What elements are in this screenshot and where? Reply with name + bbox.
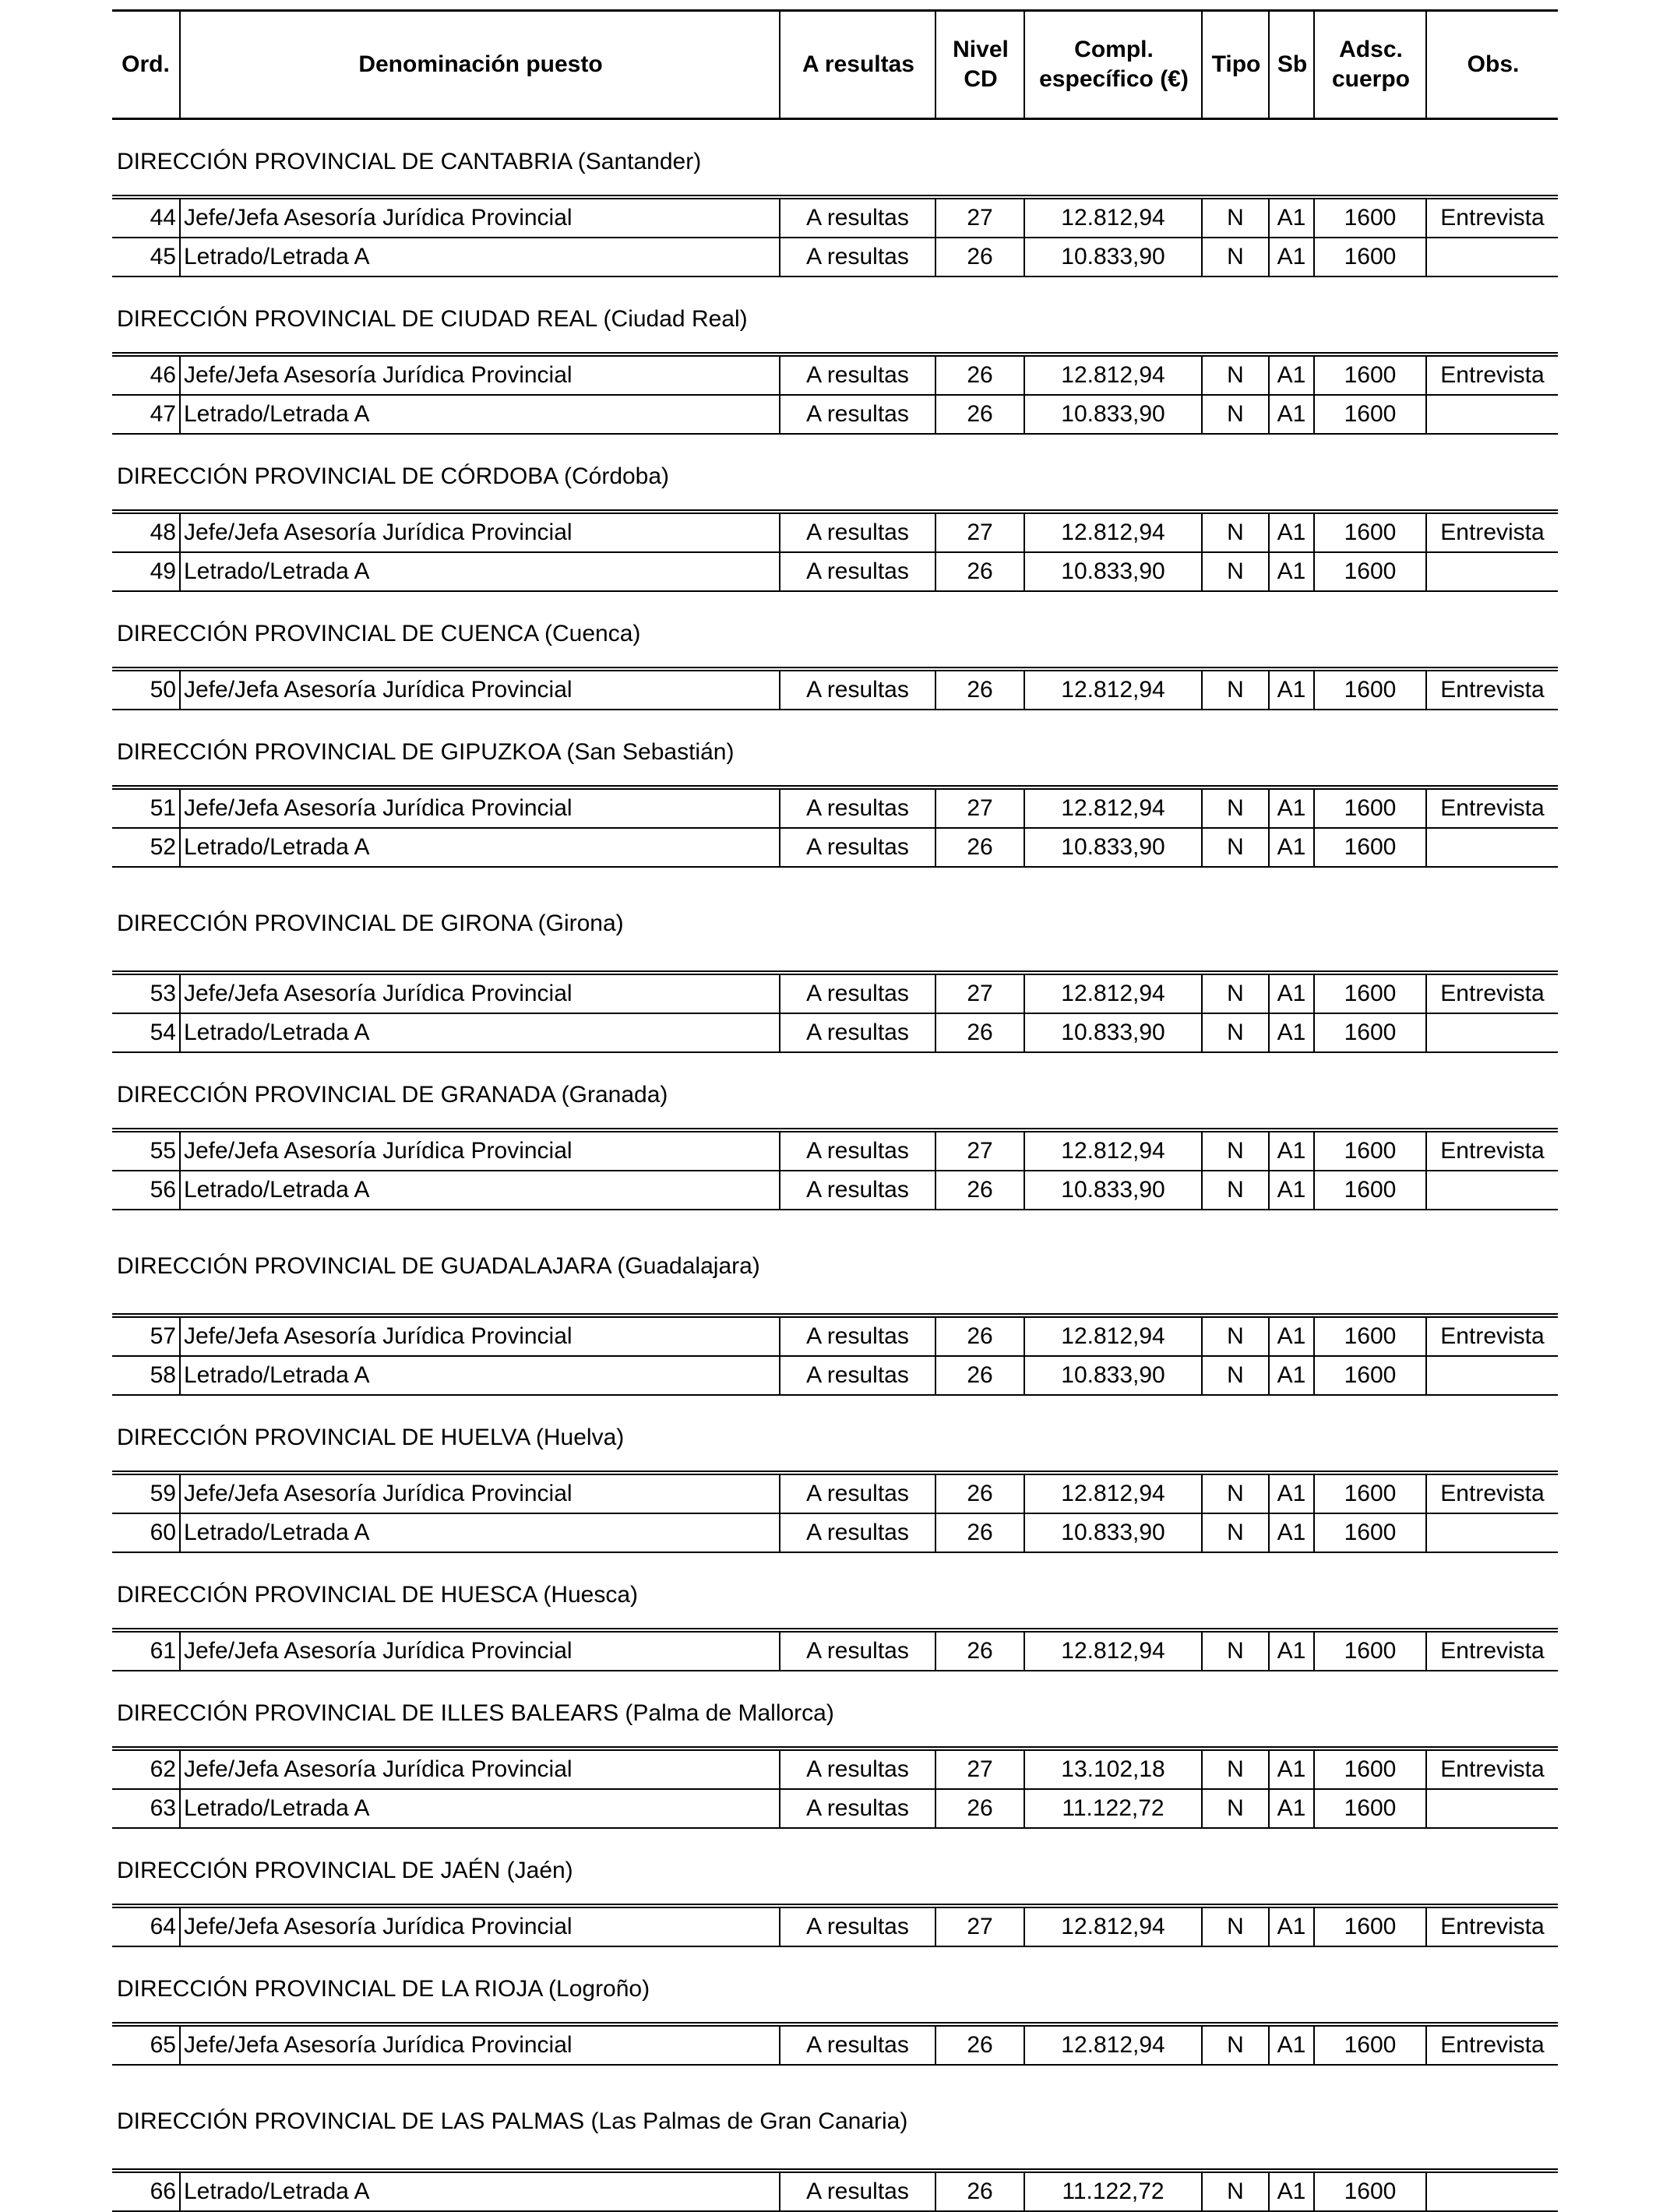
cell-a-resultas: A resultas bbox=[779, 2027, 935, 2064]
cell-ord: 64 bbox=[150, 1914, 176, 1939]
table-row bbox=[112, 198, 1558, 238]
cell-sb: A1 bbox=[1268, 1790, 1313, 1827]
cell-adsc-cuerpo: 1600 bbox=[1313, 975, 1425, 1013]
cell-denominacion: Jefe/Jefa Asesoría Jurídica Provincial bbox=[179, 1908, 779, 1946]
cell-compl-especifico: 12.812,94 bbox=[1024, 1475, 1201, 1513]
cell-a-resultas: A resultas bbox=[779, 357, 935, 394]
cell-adsc-cuerpo: 1600 bbox=[1313, 1171, 1425, 1209]
cell-a-resultas: A resultas bbox=[779, 199, 935, 237]
cell-nivel-cd: 26 bbox=[935, 1014, 1024, 1051]
cell-a-resultas: A resultas bbox=[779, 1633, 935, 1670]
table-row bbox=[112, 1474, 1558, 1514]
cell-compl-especifico: 12.812,94 bbox=[1024, 357, 1201, 394]
cell-obs: Entrevista bbox=[1425, 1132, 1558, 1170]
cell-obs: Entrevista bbox=[1425, 671, 1558, 709]
cell-sb: A1 bbox=[1268, 396, 1313, 433]
cell-adsc-cuerpo: 1600 bbox=[1313, 1633, 1425, 1670]
province-section bbox=[112, 877, 1558, 1053]
cell-nivel-cd: 26 bbox=[935, 1171, 1024, 1209]
cell-ord: 48 bbox=[150, 520, 176, 545]
cell-denominacion: Jefe/Jefa Asesoría Jurídica Provincial bbox=[179, 514, 779, 551]
cell-adsc-cuerpo: 1600 bbox=[1313, 514, 1425, 551]
cell-tipo: N bbox=[1201, 1357, 1268, 1394]
cell-obs: Entrevista bbox=[1425, 2027, 1558, 2064]
cell-denominacion: Jefe/Jefa Asesoría Jurídica Provincial bbox=[179, 1633, 779, 1670]
positions-table bbox=[112, 9, 1558, 2212]
province-title: DIRECCIÓN PROVINCIAL DE GIPUZKOA (San Sebastián) bbox=[112, 720, 1558, 787]
cell-nivel-cd: 26 bbox=[935, 1790, 1024, 1827]
cell-ord: 55 bbox=[150, 1138, 176, 1164]
cell-adsc-cuerpo: 1600 bbox=[1313, 2027, 1425, 2064]
cell-ord: 49 bbox=[150, 558, 176, 584]
province-section bbox=[112, 1562, 1558, 1671]
cell-a-resultas: A resultas bbox=[779, 1475, 935, 1513]
table-row bbox=[112, 1316, 1558, 1357]
province-title: DIRECCIÓN PROVINCIAL DE CÓRDOBA (Córdoba) bbox=[112, 444, 1558, 511]
cell-compl-especifico: 10.833,90 bbox=[1024, 553, 1201, 590]
cell-denominacion: Jefe/Jefa Asesoría Jurídica Provincial bbox=[179, 2027, 779, 2064]
cell-ord: 44 bbox=[150, 205, 176, 231]
header-obs: Obs. bbox=[1425, 12, 1559, 118]
cell-adsc-cuerpo: 1600 bbox=[1313, 829, 1425, 866]
cell-compl-especifico: 10.833,90 bbox=[1024, 1357, 1201, 1394]
cell-sb: A1 bbox=[1268, 514, 1313, 551]
header-ord: Ord. bbox=[122, 51, 170, 77]
cell-a-resultas: A resultas bbox=[779, 1132, 935, 1170]
cell-denominacion: Letrado/Letrada A bbox=[179, 1790, 779, 1827]
province-section bbox=[112, 1838, 1558, 1947]
table-row bbox=[112, 1790, 1558, 1829]
cell-tipo: N bbox=[1201, 357, 1268, 394]
cell-tipo: N bbox=[1201, 1014, 1268, 1051]
cell-ord: 59 bbox=[150, 1481, 176, 1506]
province-section bbox=[112, 720, 1558, 868]
cell-ord: 50 bbox=[150, 677, 176, 703]
cell-sb: A1 bbox=[1268, 1171, 1313, 1209]
cell-tipo: N bbox=[1201, 1514, 1268, 1552]
cell-denominacion: Letrado/Letrada A bbox=[179, 2173, 779, 2210]
cell-a-resultas: A resultas bbox=[779, 514, 935, 551]
table-row bbox=[112, 355, 1558, 396]
cell-sb: A1 bbox=[1268, 1318, 1313, 1355]
cell-nivel-cd: 26 bbox=[935, 1514, 1024, 1552]
cell-compl-especifico: 12.812,94 bbox=[1024, 1633, 1201, 1670]
cell-a-resultas: A resultas bbox=[779, 829, 935, 866]
cell-ord: 62 bbox=[150, 1756, 176, 1782]
province-title: DIRECCIÓN PROVINCIAL DE ILLES BALEARS (Palma de Mallorca) bbox=[112, 1681, 1558, 1748]
header-compl-especifico: Compl. específico (€) bbox=[1024, 12, 1203, 118]
cell-a-resultas: A resultas bbox=[779, 553, 935, 590]
cell-a-resultas: A resultas bbox=[779, 238, 935, 276]
table-row bbox=[112, 788, 1558, 829]
table-row bbox=[112, 1749, 1558, 1790]
cell-a-resultas: A resultas bbox=[779, 396, 935, 433]
province-section bbox=[112, 287, 1558, 435]
cell-obs: Entrevista bbox=[1425, 1318, 1558, 1355]
province-section bbox=[112, 129, 1558, 277]
cell-compl-especifico: 12.812,94 bbox=[1024, 671, 1201, 709]
cell-nivel-cd: 26 bbox=[935, 671, 1024, 709]
cell-sb: A1 bbox=[1268, 1014, 1313, 1051]
cell-tipo: N bbox=[1201, 396, 1268, 433]
cell-compl-especifico: 13.102,18 bbox=[1024, 1751, 1201, 1788]
cell-nivel-cd: 27 bbox=[935, 514, 1024, 551]
cell-nivel-cd: 27 bbox=[935, 1132, 1024, 1170]
cell-ord: 65 bbox=[150, 2032, 176, 2058]
cell-sb: A1 bbox=[1268, 2027, 1313, 2064]
cell-tipo: N bbox=[1201, 238, 1268, 276]
cell-obs bbox=[1425, 553, 1558, 590]
cell-ord: 58 bbox=[150, 1362, 176, 1388]
province-section bbox=[112, 1681, 1558, 1829]
cell-tipo: N bbox=[1201, 2173, 1268, 2210]
header-denominacion: Denominación puesto bbox=[179, 12, 780, 118]
cell-tipo: N bbox=[1201, 1171, 1268, 1209]
province-section bbox=[112, 1220, 1558, 1396]
cell-obs: Entrevista bbox=[1425, 1751, 1558, 1788]
cell-compl-especifico: 12.812,94 bbox=[1024, 1318, 1201, 1355]
province-title: DIRECCIÓN PROVINCIAL DE GRANADA (Granada) bbox=[112, 1062, 1558, 1129]
cell-sb: A1 bbox=[1268, 1514, 1313, 1552]
table-row bbox=[112, 1631, 1558, 1671]
header-tipo: Tipo bbox=[1201, 12, 1270, 118]
cell-nivel-cd: 27 bbox=[935, 975, 1024, 1013]
header-sb: Sb bbox=[1268, 12, 1315, 118]
cell-sb: A1 bbox=[1268, 199, 1313, 237]
cell-tipo: N bbox=[1201, 199, 1268, 237]
cell-obs bbox=[1425, 1357, 1558, 1394]
cell-obs bbox=[1425, 1790, 1558, 1827]
cell-adsc-cuerpo: 1600 bbox=[1313, 790, 1425, 827]
table-row bbox=[112, 1171, 1558, 1210]
cell-a-resultas: A resultas bbox=[779, 1357, 935, 1394]
table-row bbox=[112, 512, 1558, 553]
cell-a-resultas: A resultas bbox=[779, 1514, 935, 1552]
cell-ord: 66 bbox=[150, 2179, 176, 2204]
cell-ord: 57 bbox=[150, 1323, 176, 1349]
cell-ord: 60 bbox=[150, 1520, 176, 1545]
cell-tipo: N bbox=[1201, 514, 1268, 551]
cell-nivel-cd: 26 bbox=[935, 238, 1024, 276]
cell-adsc-cuerpo: 1600 bbox=[1313, 1357, 1425, 1394]
cell-adsc-cuerpo: 1600 bbox=[1313, 1132, 1425, 1170]
cell-tipo: N bbox=[1201, 1751, 1268, 1788]
cell-compl-especifico: 12.812,94 bbox=[1024, 1908, 1201, 1946]
cell-nivel-cd: 27 bbox=[935, 1908, 1024, 1946]
province-title: DIRECCIÓN PROVINCIAL DE CIUDAD REAL (Ciudad Real) bbox=[112, 287, 1558, 354]
cell-nivel-cd: 26 bbox=[935, 2173, 1024, 2210]
table-row bbox=[112, 1014, 1558, 1053]
cell-nivel-cd: 27 bbox=[935, 199, 1024, 237]
province-section bbox=[112, 444, 1558, 592]
province-title: DIRECCIÓN PROVINCIAL DE GUADALAJARA (Guadalajara) bbox=[112, 1220, 1558, 1315]
cell-compl-especifico: 12.812,94 bbox=[1024, 2027, 1201, 2064]
cell-a-resultas: A resultas bbox=[779, 1751, 935, 1788]
cell-denominacion: Letrado/Letrada A bbox=[179, 238, 779, 276]
header-nivel-cd: Nivel CD bbox=[935, 12, 1025, 118]
cell-compl-especifico: 12.812,94 bbox=[1024, 1132, 1201, 1170]
cell-ord: 46 bbox=[150, 362, 176, 388]
cell-tipo: N bbox=[1201, 829, 1268, 866]
cell-nivel-cd: 27 bbox=[935, 1751, 1024, 1788]
cell-sb: A1 bbox=[1268, 1475, 1313, 1513]
cell-tipo: N bbox=[1201, 1908, 1268, 1946]
cell-obs: Entrevista bbox=[1425, 1475, 1558, 1513]
cell-compl-especifico: 10.833,90 bbox=[1024, 829, 1201, 866]
cell-obs: Entrevista bbox=[1425, 975, 1558, 1013]
cell-denominacion: Jefe/Jefa Asesoría Jurídica Provincial bbox=[179, 671, 779, 709]
cell-nivel-cd: 26 bbox=[935, 829, 1024, 866]
cell-a-resultas: A resultas bbox=[779, 1014, 935, 1051]
cell-compl-especifico: 11.122,72 bbox=[1024, 1790, 1201, 1827]
table-row bbox=[112, 396, 1558, 435]
cell-compl-especifico: 10.833,90 bbox=[1024, 1171, 1201, 1209]
cell-ord: 47 bbox=[150, 401, 176, 427]
cell-ord: 63 bbox=[150, 1795, 176, 1821]
cell-obs: Entrevista bbox=[1425, 514, 1558, 551]
cell-tipo: N bbox=[1201, 1132, 1268, 1170]
cell-denominacion: Letrado/Letrada A bbox=[179, 396, 779, 433]
cell-adsc-cuerpo: 1600 bbox=[1313, 1790, 1425, 1827]
cell-nivel-cd: 26 bbox=[935, 1318, 1024, 1355]
cell-denominacion: Jefe/Jefa Asesoría Jurídica Provincial bbox=[179, 199, 779, 237]
cell-adsc-cuerpo: 1600 bbox=[1313, 238, 1425, 276]
table-row bbox=[112, 1131, 1558, 1171]
header-a-resultas: A resultas bbox=[779, 12, 936, 118]
cell-compl-especifico: 10.833,90 bbox=[1024, 396, 1201, 433]
cell-obs bbox=[1425, 2173, 1558, 2210]
cell-tipo: N bbox=[1201, 671, 1268, 709]
cell-denominacion: Letrado/Letrada A bbox=[179, 1514, 779, 1552]
cell-adsc-cuerpo: 1600 bbox=[1313, 553, 1425, 590]
cell-tipo: N bbox=[1201, 553, 1268, 590]
province-section bbox=[112, 1957, 1558, 2066]
cell-tipo: N bbox=[1201, 975, 1268, 1013]
cell-sb: A1 bbox=[1268, 238, 1313, 276]
table-row bbox=[112, 1514, 1558, 1553]
cell-ord: 53 bbox=[150, 981, 176, 1006]
cell-a-resultas: A resultas bbox=[779, 1171, 935, 1209]
table-row bbox=[112, 670, 1558, 710]
cell-tipo: N bbox=[1201, 1790, 1268, 1827]
cell-compl-especifico: 10.833,90 bbox=[1024, 238, 1201, 276]
cell-denominacion: Jefe/Jefa Asesoría Jurídica Provincial bbox=[179, 1132, 779, 1170]
province-title: DIRECCIÓN PROVINCIAL DE CUENCA (Cuenca) bbox=[112, 601, 1558, 668]
province-title: DIRECCIÓN PROVINCIAL DE HUELVA (Huelva) bbox=[112, 1405, 1558, 1472]
cell-a-resultas: A resultas bbox=[779, 671, 935, 709]
cell-sb: A1 bbox=[1268, 975, 1313, 1013]
cell-sb: A1 bbox=[1268, 829, 1313, 866]
cell-compl-especifico: 11.122,72 bbox=[1024, 2173, 1201, 2210]
cell-obs bbox=[1425, 1014, 1558, 1051]
cell-tipo: N bbox=[1201, 2027, 1268, 2064]
cell-a-resultas: A resultas bbox=[779, 1790, 935, 1827]
cell-compl-especifico: 10.833,90 bbox=[1024, 1014, 1201, 1051]
cell-a-resultas: A resultas bbox=[779, 2173, 935, 2210]
table-row bbox=[112, 829, 1558, 868]
cell-compl-especifico: 10.833,90 bbox=[1024, 1514, 1201, 1552]
province-section bbox=[112, 1405, 1558, 1553]
cell-obs: Entrevista bbox=[1425, 199, 1558, 237]
cell-obs bbox=[1425, 829, 1558, 866]
province-title: DIRECCIÓN PROVINCIAL DE LA RIOJA (Logroño) bbox=[112, 1957, 1558, 2024]
table-row bbox=[112, 553, 1558, 592]
cell-nivel-cd: 26 bbox=[935, 357, 1024, 394]
cell-a-resultas: A resultas bbox=[779, 975, 935, 1013]
province-section bbox=[112, 601, 1558, 710]
cell-sb: A1 bbox=[1268, 2173, 1313, 2210]
cell-obs bbox=[1425, 1514, 1558, 1552]
table-row bbox=[112, 1357, 1558, 1396]
sections-container bbox=[112, 129, 1558, 2212]
table-row bbox=[112, 974, 1558, 1014]
cell-denominacion: Jefe/Jefa Asesoría Jurídica Provincial bbox=[179, 1318, 779, 1355]
cell-adsc-cuerpo: 1600 bbox=[1313, 1014, 1425, 1051]
cell-adsc-cuerpo: 1600 bbox=[1313, 1514, 1425, 1552]
table-row bbox=[112, 2025, 1558, 2066]
cell-a-resultas: A resultas bbox=[779, 1908, 935, 1946]
table-row bbox=[112, 1907, 1558, 1947]
table-row bbox=[112, 2171, 1558, 2212]
cell-nivel-cd: 26 bbox=[935, 1357, 1024, 1394]
cell-compl-especifico: 12.812,94 bbox=[1024, 199, 1201, 237]
cell-compl-especifico: 12.812,94 bbox=[1024, 790, 1201, 827]
cell-ord: 56 bbox=[150, 1177, 176, 1203]
cell-denominacion: Letrado/Letrada A bbox=[179, 829, 779, 866]
cell-adsc-cuerpo: 1600 bbox=[1313, 357, 1425, 394]
cell-ord: 54 bbox=[150, 1020, 176, 1045]
cell-ord: 45 bbox=[150, 244, 176, 269]
cell-nivel-cd: 26 bbox=[935, 1475, 1024, 1513]
cell-denominacion: Jefe/Jefa Asesoría Jurídica Provincial bbox=[179, 1751, 779, 1788]
province-section bbox=[112, 2075, 1558, 2212]
cell-denominacion: Jefe/Jefa Asesoría Jurídica Provincial bbox=[179, 790, 779, 827]
cell-obs bbox=[1425, 396, 1558, 433]
cell-denominacion: Jefe/Jefa Asesoría Jurídica Provincial bbox=[179, 357, 779, 394]
cell-compl-especifico: 12.812,94 bbox=[1024, 514, 1201, 551]
cell-adsc-cuerpo: 1600 bbox=[1313, 396, 1425, 433]
cell-obs: Entrevista bbox=[1425, 1633, 1558, 1670]
cell-obs: Entrevista bbox=[1425, 357, 1558, 394]
province-title: DIRECCIÓN PROVINCIAL DE LAS PALMAS (Las Palmas de Gran Canaria) bbox=[112, 2075, 1558, 2170]
cell-adsc-cuerpo: 1600 bbox=[1313, 671, 1425, 709]
province-title: DIRECCIÓN PROVINCIAL DE JAÉN (Jaén) bbox=[112, 1838, 1558, 1905]
cell-denominacion: Letrado/Letrada A bbox=[179, 1014, 779, 1051]
cell-obs bbox=[1425, 1171, 1558, 1209]
province-title: DIRECCIÓN PROVINCIAL DE CANTABRIA (Santander) bbox=[112, 129, 1558, 196]
cell-adsc-cuerpo: 1600 bbox=[1313, 2173, 1425, 2210]
cell-nivel-cd: 26 bbox=[935, 553, 1024, 590]
cell-tipo: N bbox=[1201, 790, 1268, 827]
cell-adsc-cuerpo: 1600 bbox=[1313, 1475, 1425, 1513]
cell-sb: A1 bbox=[1268, 1751, 1313, 1788]
cell-denominacion: Letrado/Letrada A bbox=[179, 1357, 779, 1394]
cell-ord: 52 bbox=[150, 834, 176, 860]
cell-adsc-cuerpo: 1600 bbox=[1313, 1908, 1425, 1946]
cell-denominacion: Letrado/Letrada A bbox=[179, 553, 779, 590]
province-title: DIRECCIÓN PROVINCIAL DE HUESCA (Huesca) bbox=[112, 1562, 1558, 1629]
cell-a-resultas: A resultas bbox=[779, 1318, 935, 1355]
cell-tipo: N bbox=[1201, 1475, 1268, 1513]
cell-ord: 61 bbox=[150, 1638, 176, 1664]
cell-sb: A1 bbox=[1268, 790, 1313, 827]
cell-sb: A1 bbox=[1268, 357, 1313, 394]
cell-nivel-cd: 26 bbox=[935, 396, 1024, 433]
cell-sb: A1 bbox=[1268, 1357, 1313, 1394]
cell-sb: A1 bbox=[1268, 1132, 1313, 1170]
cell-nivel-cd: 26 bbox=[935, 2027, 1024, 2064]
cell-sb: A1 bbox=[1268, 1908, 1313, 1946]
cell-denominacion: Jefe/Jefa Asesoría Jurídica Provincial bbox=[179, 1475, 779, 1513]
cell-tipo: N bbox=[1201, 1633, 1268, 1670]
cell-obs: Entrevista bbox=[1425, 1908, 1558, 1946]
province-section bbox=[112, 1062, 1558, 1210]
cell-compl-especifico: 12.812,94 bbox=[1024, 975, 1201, 1013]
header-adsc-cuerpo: Adsc. cuerpo bbox=[1313, 12, 1427, 118]
cell-ord: 51 bbox=[150, 795, 176, 821]
cell-sb: A1 bbox=[1268, 1633, 1313, 1670]
cell-adsc-cuerpo: 1600 bbox=[1313, 199, 1425, 237]
cell-adsc-cuerpo: 1600 bbox=[1313, 1751, 1425, 1788]
cell-denominacion: Jefe/Jefa Asesoría Jurídica Provincial bbox=[179, 975, 779, 1013]
cell-adsc-cuerpo: 1600 bbox=[1313, 1318, 1425, 1355]
cell-sb: A1 bbox=[1268, 671, 1313, 709]
cell-sb: A1 bbox=[1268, 553, 1313, 590]
cell-tipo: N bbox=[1201, 1318, 1268, 1355]
table-row bbox=[112, 238, 1558, 277]
cell-a-resultas: A resultas bbox=[779, 790, 935, 827]
cell-obs: Entrevista bbox=[1425, 790, 1558, 827]
cell-nivel-cd: 27 bbox=[935, 790, 1024, 827]
cell-obs bbox=[1425, 238, 1558, 276]
table-header bbox=[112, 9, 1558, 120]
cell-denominacion: Letrado/Letrada A bbox=[179, 1171, 779, 1209]
cell-nivel-cd: 26 bbox=[935, 1633, 1024, 1670]
province-title: DIRECCIÓN PROVINCIAL DE GIRONA (Girona) bbox=[112, 877, 1558, 972]
